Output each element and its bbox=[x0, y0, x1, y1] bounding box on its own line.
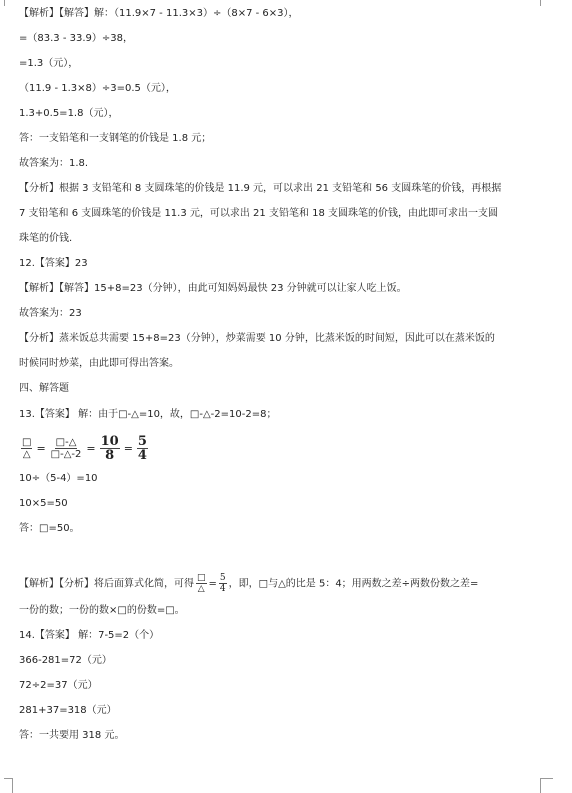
crop-mark-bottom-left bbox=[4, 778, 13, 793]
text-line: 故答案为：1.8. bbox=[19, 158, 89, 169]
text-line: 答：一支铅笔和一支钢笔的价钱是 1.8 元； bbox=[19, 133, 212, 144]
fraction-expression: □-△ □-△-2 bbox=[50, 436, 82, 460]
fraction-square-over-triangle: □ △ bbox=[22, 436, 32, 460]
text-line: 故答案为：23 bbox=[19, 308, 82, 319]
text-line: 12.【答案】23 bbox=[19, 258, 88, 269]
text-line: =1.3（元）， bbox=[19, 58, 79, 69]
text-line: 10×5=50 bbox=[19, 498, 68, 509]
text-line: 10÷（5-4）=10 bbox=[19, 473, 98, 484]
text-line: 时候同时炒菜，由此即可得出答案。 bbox=[19, 358, 179, 369]
text-line: 答：□=50。 bbox=[19, 523, 80, 534]
text-line: 13.【答案】 解：由于□-△=10，故，□-△-2=10-2=8； bbox=[19, 409, 277, 420]
crop-mark-bottom-right bbox=[540, 778, 553, 793]
text-line: 【分析】根据 3 支铅笔和 8 支圆珠笔的价钱是 11.9 元，可以求出 21 支铅笔和 56 支圆珠笔的价钱，再根据 bbox=[19, 183, 502, 194]
text-line: 7 支铅笔和 6 支圆珠笔的价钱是 11.3 元，可以求出 21 支铅笔和 18 支圆珠笔的价钱，由此即可求出一支圆 bbox=[19, 208, 499, 219]
text-line: 72÷2=37（元） bbox=[19, 680, 98, 691]
analysis-line: 【解析】【分析】将后面算式化简，可得 $\frac{□}{\triangle}$ = $\frac{5}{4}$ ，即，□与△的比是 5：4；用两数之差÷两数份数之差= bbox=[19, 573, 479, 594]
fraction-10-over-8: $\frac{10}{8}$ bbox=[100, 433, 119, 463]
text-line: 14.【答案】 解：7-5=2（个） bbox=[19, 630, 160, 641]
text-line: （11.9 - 1.3×8）÷3=0.5（元）， bbox=[19, 83, 176, 94]
crop-mark-top-left bbox=[4, 0, 5, 6]
text-line: 【解析】【解答】15+8=23（分钟），由此可知妈妈最快 23 分钟就可以让家人吃上饭。 bbox=[19, 283, 407, 294]
fraction-equation: □ △ = □-△ □-△-2 = $\frac{10}{8}$ = $\frac{5}{4}$ bbox=[22, 433, 147, 463]
text-line: 一份的数；一份的数×□的份数=□。 bbox=[19, 605, 185, 616]
section-heading: 四、解答题 bbox=[19, 383, 69, 394]
text-line: 答：一共要用 318 元。 bbox=[19, 730, 125, 741]
text-line: 1.3+0.5=1.8（元）， bbox=[19, 108, 119, 119]
fraction-5-over-4: $\frac{5}{4}$ bbox=[137, 433, 147, 463]
inline-fraction-5-4: $\frac{5}{4}$ bbox=[219, 573, 226, 594]
text-line: 【解析】【解答】解：（11.9×7 - 11.3×3）÷（8×7 - 6×3）， bbox=[19, 8, 299, 19]
inline-fraction-square-triangle: $\frac{□}{\triangle}$ bbox=[197, 573, 206, 594]
text-line: =（83.3 - 33.9）÷38， bbox=[19, 33, 133, 44]
text-line: 【分析】蒸米饭总共需要 15+8=23（分钟），炒菜需要 10 分钟，比蒸米饭的时间短，因此可以在蒸米饭的 bbox=[19, 333, 495, 344]
text-line: 366-281=72（元） bbox=[19, 655, 112, 666]
text-line: 281+37=318（元） bbox=[19, 705, 117, 716]
text-line: 珠笔的价钱. bbox=[19, 233, 73, 244]
crop-mark-top-right bbox=[540, 0, 541, 6]
